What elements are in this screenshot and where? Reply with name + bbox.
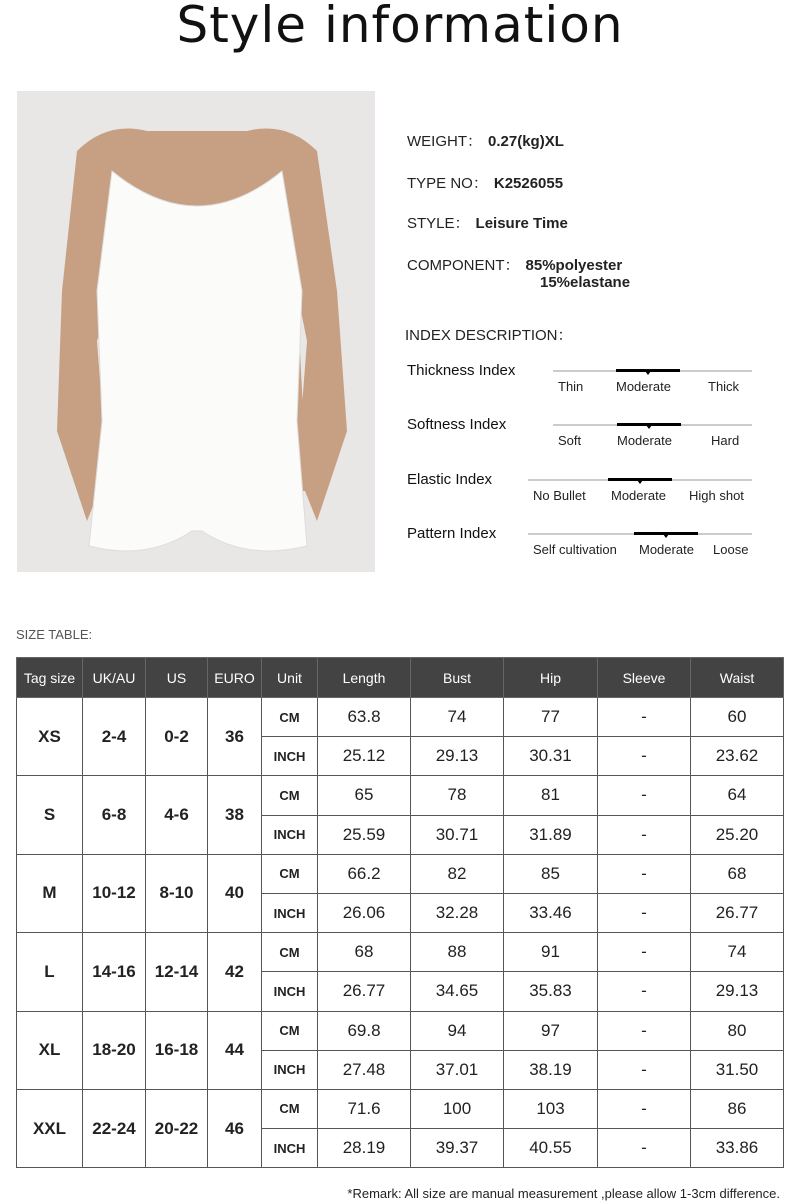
- unit-inch: INCH: [262, 1050, 318, 1089]
- size-tag: S: [17, 776, 83, 854]
- size-euro: 36: [208, 698, 262, 776]
- inch-value: 28.19: [318, 1129, 411, 1168]
- index-scale-track: [528, 533, 752, 535]
- size-tag: XXL: [17, 1089, 83, 1167]
- index-selected-marker: [616, 369, 680, 372]
- index-label-3: Pattern Index: [407, 525, 497, 542]
- index-label-2: Elastic Index: [407, 471, 493, 488]
- weight-label: WEIGHT：: [407, 133, 482, 150]
- cm-value: 77: [504, 698, 598, 737]
- index-scale-track: [553, 424, 752, 426]
- index-option: No Bullet: [533, 488, 586, 503]
- unit-cm: CM: [262, 1011, 318, 1050]
- inch-value: 26.77: [691, 893, 784, 932]
- index-option: Loose: [713, 542, 749, 557]
- table-row: [17, 933, 784, 972]
- size-euro: 38: [208, 776, 262, 854]
- column-header: Tag size: [17, 658, 83, 698]
- unit-cm: CM: [262, 1089, 318, 1128]
- inch-value: 33.86: [691, 1129, 784, 1168]
- cm-value: -: [598, 854, 691, 893]
- inch-value: 25.59: [318, 815, 411, 854]
- table-row: [17, 1089, 784, 1128]
- table-row: [17, 776, 784, 815]
- column-header: UK/AU: [83, 658, 146, 698]
- column-header: Hip: [504, 658, 598, 698]
- cm-value: 97: [504, 1011, 598, 1050]
- inch-value: -: [598, 972, 691, 1011]
- unit-cm: CM: [262, 776, 318, 815]
- cm-value: 60: [691, 698, 784, 737]
- component-value-2: 15%elastane: [540, 274, 631, 291]
- cm-value: 81: [504, 776, 598, 815]
- unit-inch: INCH: [262, 737, 318, 776]
- cm-value: 64: [691, 776, 784, 815]
- size-us: 0-2: [146, 698, 208, 776]
- column-header: Unit: [262, 658, 318, 698]
- cm-value: 68: [691, 854, 784, 893]
- inch-value: -: [598, 815, 691, 854]
- size-euro: 42: [208, 933, 262, 1011]
- index-selected-marker: [634, 532, 698, 535]
- cm-value: 85: [504, 854, 598, 893]
- unit-inch: INCH: [262, 893, 318, 932]
- type-label: TYPE NO：: [407, 175, 488, 192]
- index-scale-track: [553, 370, 752, 372]
- inch-value: 26.06: [318, 893, 411, 932]
- cm-value: 69.8: [318, 1011, 411, 1050]
- inch-value: 25.12: [318, 737, 411, 776]
- inch-value: -: [598, 893, 691, 932]
- cm-value: 82: [411, 854, 504, 893]
- remark-note: *Remark: All size are manual measurement ,please allow 1-3cm difference.: [347, 1186, 780, 1201]
- table-row: [17, 1011, 784, 1050]
- cm-value: 103: [504, 1089, 598, 1128]
- inch-value: 35.83: [504, 972, 598, 1011]
- cm-value: 63.8: [318, 698, 411, 737]
- index-label-1: Softness Index: [407, 416, 507, 433]
- size-euro: 40: [208, 854, 262, 932]
- inch-value: -: [598, 1050, 691, 1089]
- size-tag: XL: [17, 1011, 83, 1089]
- inch-value: 34.65: [411, 972, 504, 1011]
- inch-value: 30.31: [504, 737, 598, 776]
- inch-value: 31.50: [691, 1050, 784, 1089]
- weight-value: 0.27(kg)XL: [488, 133, 564, 150]
- inch-value: 39.37: [411, 1129, 504, 1168]
- style-value: Leisure Time: [475, 215, 568, 232]
- size-us: 8-10: [146, 854, 208, 932]
- unit-inch: INCH: [262, 815, 318, 854]
- inch-value: 37.01: [411, 1050, 504, 1089]
- size-uk: 22-24: [83, 1089, 146, 1167]
- table-row: [17, 854, 784, 893]
- unit-inch: INCH: [262, 1129, 318, 1168]
- component-value-1: 85%polyester: [525, 257, 623, 274]
- cm-value: 88: [411, 933, 504, 972]
- index-selected-marker: [608, 478, 672, 481]
- inch-value: 29.13: [691, 972, 784, 1011]
- index-option: Hard: [711, 433, 740, 448]
- cm-value: 78: [411, 776, 504, 815]
- inch-value: -: [598, 1129, 691, 1168]
- size-us: 4-6: [146, 776, 208, 854]
- cm-value: 86: [691, 1089, 784, 1128]
- cm-value: 100: [411, 1089, 504, 1128]
- size-table-title: SIZE TABLE:: [16, 627, 93, 642]
- table-row: [17, 698, 784, 737]
- size-tag: XS: [17, 698, 83, 776]
- size-table: [16, 657, 784, 1168]
- inch-value: 32.28: [411, 893, 504, 932]
- inch-value: 33.46: [504, 893, 598, 932]
- inch-value: 31.89: [504, 815, 598, 854]
- cm-value: -: [598, 1089, 691, 1128]
- inch-value: 29.13: [411, 737, 504, 776]
- column-header: Length: [318, 658, 411, 698]
- index-option: Moderate: [616, 379, 671, 394]
- cm-value: 91: [504, 933, 598, 972]
- size-euro: 46: [208, 1089, 262, 1167]
- index-label-0: Thickness Index: [407, 362, 516, 379]
- cm-value: 71.6: [318, 1089, 411, 1128]
- size-tag: M: [17, 854, 83, 932]
- column-header: EURO: [208, 658, 262, 698]
- inch-value: 40.55: [504, 1129, 598, 1168]
- column-header: Bust: [411, 658, 504, 698]
- index-option: Moderate: [639, 542, 694, 557]
- inch-value: 23.62: [691, 737, 784, 776]
- cm-value: 94: [411, 1011, 504, 1050]
- index-option: Thin: [558, 379, 584, 394]
- index-option: High shot: [689, 488, 744, 503]
- column-header: Sleeve: [598, 658, 691, 698]
- cm-value: 80: [691, 1011, 784, 1050]
- inch-value: 27.48: [318, 1050, 411, 1089]
- cm-value: -: [598, 933, 691, 972]
- size-uk: 10-12: [83, 854, 146, 932]
- component-label: COMPONENT：: [407, 257, 520, 274]
- type-value: K2526055: [493, 175, 564, 192]
- index-option: Self cultivation: [533, 542, 617, 557]
- cm-value: 66.2: [318, 854, 411, 893]
- index-option: Moderate: [611, 488, 666, 503]
- style-label: STYLE：: [407, 215, 470, 232]
- column-header: Waist: [691, 658, 784, 698]
- index-option: Moderate: [617, 433, 672, 448]
- cm-value: -: [598, 1011, 691, 1050]
- inch-value: 30.71: [411, 815, 504, 854]
- size-tag: L: [17, 933, 83, 1011]
- unit-cm: CM: [262, 933, 318, 972]
- size-uk: 18-20: [83, 1011, 146, 1089]
- product-photo: [17, 91, 375, 572]
- inch-value: 26.77: [318, 972, 411, 1011]
- size-euro: 44: [208, 1011, 262, 1089]
- cm-value: 74: [411, 698, 504, 737]
- index-scale-track: [528, 479, 752, 481]
- cm-value: 65: [318, 776, 411, 815]
- cm-value: 74: [691, 933, 784, 972]
- index-option: Thick: [708, 379, 740, 394]
- unit-inch: INCH: [262, 972, 318, 1011]
- cm-value: 68: [318, 933, 411, 972]
- unit-cm: CM: [262, 698, 318, 737]
- size-us: 20-22: [146, 1089, 208, 1167]
- size-us: 16-18: [146, 1011, 208, 1089]
- inch-value: 38.19: [504, 1050, 598, 1089]
- size-uk: 6-8: [83, 776, 146, 854]
- unit-cm: CM: [262, 854, 318, 893]
- index-heading: INDEX DESCRIPTION：: [405, 327, 573, 344]
- index-selected-marker: [617, 423, 681, 426]
- size-uk: 14-16: [83, 933, 146, 1011]
- cm-value: -: [598, 776, 691, 815]
- page-title: Style information: [176, 0, 624, 54]
- column-header: US: [146, 658, 208, 698]
- size-us: 12-14: [146, 933, 208, 1011]
- inch-value: -: [598, 737, 691, 776]
- cm-value: -: [598, 698, 691, 737]
- inch-value: 25.20: [691, 815, 784, 854]
- index-option: Soft: [558, 433, 582, 448]
- size-uk: 2-4: [83, 698, 146, 776]
